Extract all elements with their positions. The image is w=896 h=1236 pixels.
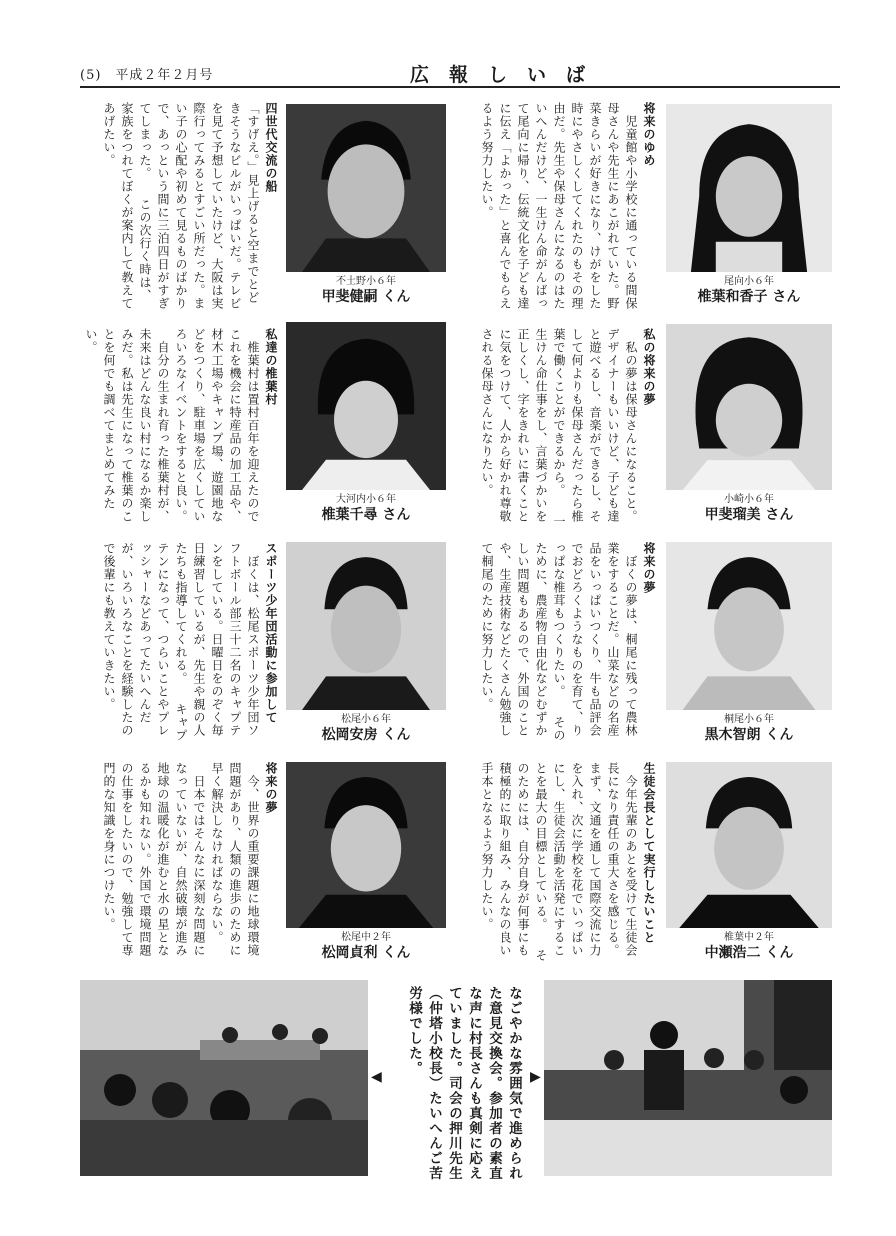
- school-label: 椎葉中２年: [724, 932, 774, 943]
- school-label: 小崎小６年: [724, 494, 774, 505]
- caption-1: [666, 276, 832, 306]
- student-name: 黒木智朗 くん: [704, 726, 794, 743]
- portrait-photo-7: [666, 762, 832, 928]
- essay-title: 生徒会長として実行したいこと: [642, 762, 656, 944]
- caption-7: [666, 932, 832, 962]
- meeting-caption: なごやかな雰囲気で進められた意見交換会。参加者の素直な声に村長さんも真剣に応えていました。司会の押川先生（仲塔小校長）たいへんご苦労様でした。: [406, 986, 522, 1181]
- portrait-photo-5: [666, 542, 832, 710]
- essay-3: [458, 328, 658, 528]
- essay-title: 四世代交流の船: [264, 102, 278, 193]
- essay-1: [458, 102, 658, 312]
- essay-body: 私の夢は保母さんになること。デザイナーもいいけど、子ども達と遊べるし、音楽ができるし、そして何よりも保母さんだったら椎葉で働くことができるから。 一生けん命仕事をし、言葉づかいを正しくし、字をきれいに書くことに気をつけて、人から好かれ尊敬される保母さんになりたい。: [480, 328, 638, 528]
- school-label: 桐尾小６年: [724, 714, 774, 725]
- student-name: 松岡貞利 くん: [321, 944, 411, 961]
- school-label: 松尾中２年: [341, 932, 391, 943]
- school-label: 尾向小６年: [724, 276, 774, 287]
- portrait-photo-6: [286, 542, 446, 710]
- essay-title: スポーツ少年団活動に参加して: [264, 542, 278, 724]
- newsletter-title: 広報しいば: [410, 64, 606, 86]
- page-header: [80, 60, 840, 86]
- student-name: 松岡安房 くん: [321, 726, 411, 743]
- essay-title: 将来の夢: [642, 542, 656, 594]
- caption-8: [286, 932, 446, 962]
- portrait-photo-3: [666, 324, 832, 490]
- arrow-right-icon: ▶: [530, 1069, 541, 1085]
- essay-body: 今、世界の重要課題に地球環境問題があり、人類の進歩のために早く解決しなければならない。 日本ではそんなに深刻な問題になっていないが、自然破壊が進み地球の温暖化が進むと水の星となるかも知れない。外国で環境問題の仕事をしたいので、勉強して専門的な知識を身につけたい。: [102, 762, 260, 957]
- student-name: 甲斐瑠美 さん: [704, 506, 794, 523]
- student-name: 中瀬浩二 くん: [704, 944, 794, 961]
- portrait-photo-2: [286, 104, 446, 272]
- meeting-photo-right: [544, 980, 832, 1176]
- essay-8: [80, 762, 280, 962]
- header-rule: [80, 86, 840, 88]
- essay-5: [458, 542, 658, 742]
- caption-5: [666, 714, 832, 744]
- essay-title: 将来の夢: [264, 762, 278, 814]
- caption-3: [666, 494, 832, 524]
- school-label: 松尾小６年: [341, 714, 391, 725]
- school-label: 大河内小６年: [336, 494, 396, 505]
- student-name: 甲斐健嗣 くん: [321, 288, 411, 305]
- essay-2: [80, 102, 280, 312]
- essay-body: 「すげえ。」見上げると空までとどきそうなビルがいっぱいだ。テレビを見て予想していたけど、大阪は実際行ってみるとすごい所だった。まい子の心配や初めて見るものばかりで、あっという間に三泊四日がすぎてしまった。 この次行く時は、家族をつれてぼくが案内して教えてあげたい。: [102, 102, 260, 310]
- essay-title: 私達の椎葉村: [264, 328, 278, 406]
- portrait-photo-8: [286, 762, 446, 928]
- essay-body: ぼくは、松尾スポーツ少年団ソフトボール部三十二名のキャプテンをしている。日曜日をのぞく毎日練習しているが、先生や親の人たちも指導してくれる。 キャプテンになって、つらいことやプレッシャーなどあってたいへんだが、いろいろなことを経験したので後輩にも教えていきたい。: [102, 542, 260, 742]
- essay-title: 将来のゆめ: [642, 102, 656, 167]
- page-info: (5) 平成２年２月号: [80, 68, 214, 83]
- essay-body: 今年先輩のあとを受けて生徒会長になり責任の重大さを感じる。まず、文通を通して国際交流に力を入れ、次に学校を花でいっぱいにし、生徒会活動を活発にすることを最大の目標としている。 そのためには、自分自身が何事にも積極的に取り組み、みんなの良い手本となるよう努力したい。: [480, 762, 638, 962]
- meeting-photo-left: [80, 980, 368, 1176]
- essay-body: 椎葉村は置村百年を迎えたのでこれを機会に特産品の加工品や、材木工場やキャンプ場、遊園地などをつくり、駐車場を広くしていろいろなイベントをすると良い。 自分の生まれ育った椎葉村が、未来はどんな良い村になるか楽しみだ。私は先生になって椎葉のことを何でも調べてまとめてみたい。: [84, 328, 260, 523]
- essay-6: [80, 542, 280, 742]
- caption-2: [286, 276, 446, 306]
- student-name: 椎葉千尋 さん: [321, 506, 411, 523]
- essay-body: ぼくの夢は、桐尾に残って農林業をすることだ。山菜などの名産品をいっぱいつくり、牛も品評会でおどろくようなものを育て、りっぱな椎茸もつくりたい。 そのために、農産物自由化などむずかしい問題もあるので、外国のことや、生産技術などたくさん勉強して桐尾のために努力したい。: [480, 542, 638, 742]
- essay-4: [80, 328, 280, 528]
- essay-title: 私の将来の夢: [642, 328, 656, 406]
- student-name: 椎葉和香子 さん: [697, 288, 801, 305]
- portrait-photo-1: [666, 104, 832, 272]
- arrow-left-icon: ◀: [371, 1069, 382, 1085]
- portrait-photo-4: [286, 322, 446, 490]
- essay-7: [458, 762, 658, 962]
- essay-body: 児童館や小学校に通っている間保母さんや先生にあこがれていた。野菜きらいが好きになり、けがをした時にやさしくしてくれたのもその理由だ。先生や保母さんになるのはたいへんだけど、一生けん命がんばって尾向に帰り、伝統文化を子ども達に伝え「よかった」と喜んでもらえるよう努力したい。: [480, 102, 638, 310]
- caption-6: [286, 714, 446, 744]
- school-label: 不土野小６年: [336, 276, 396, 287]
- caption-4: [286, 494, 446, 524]
